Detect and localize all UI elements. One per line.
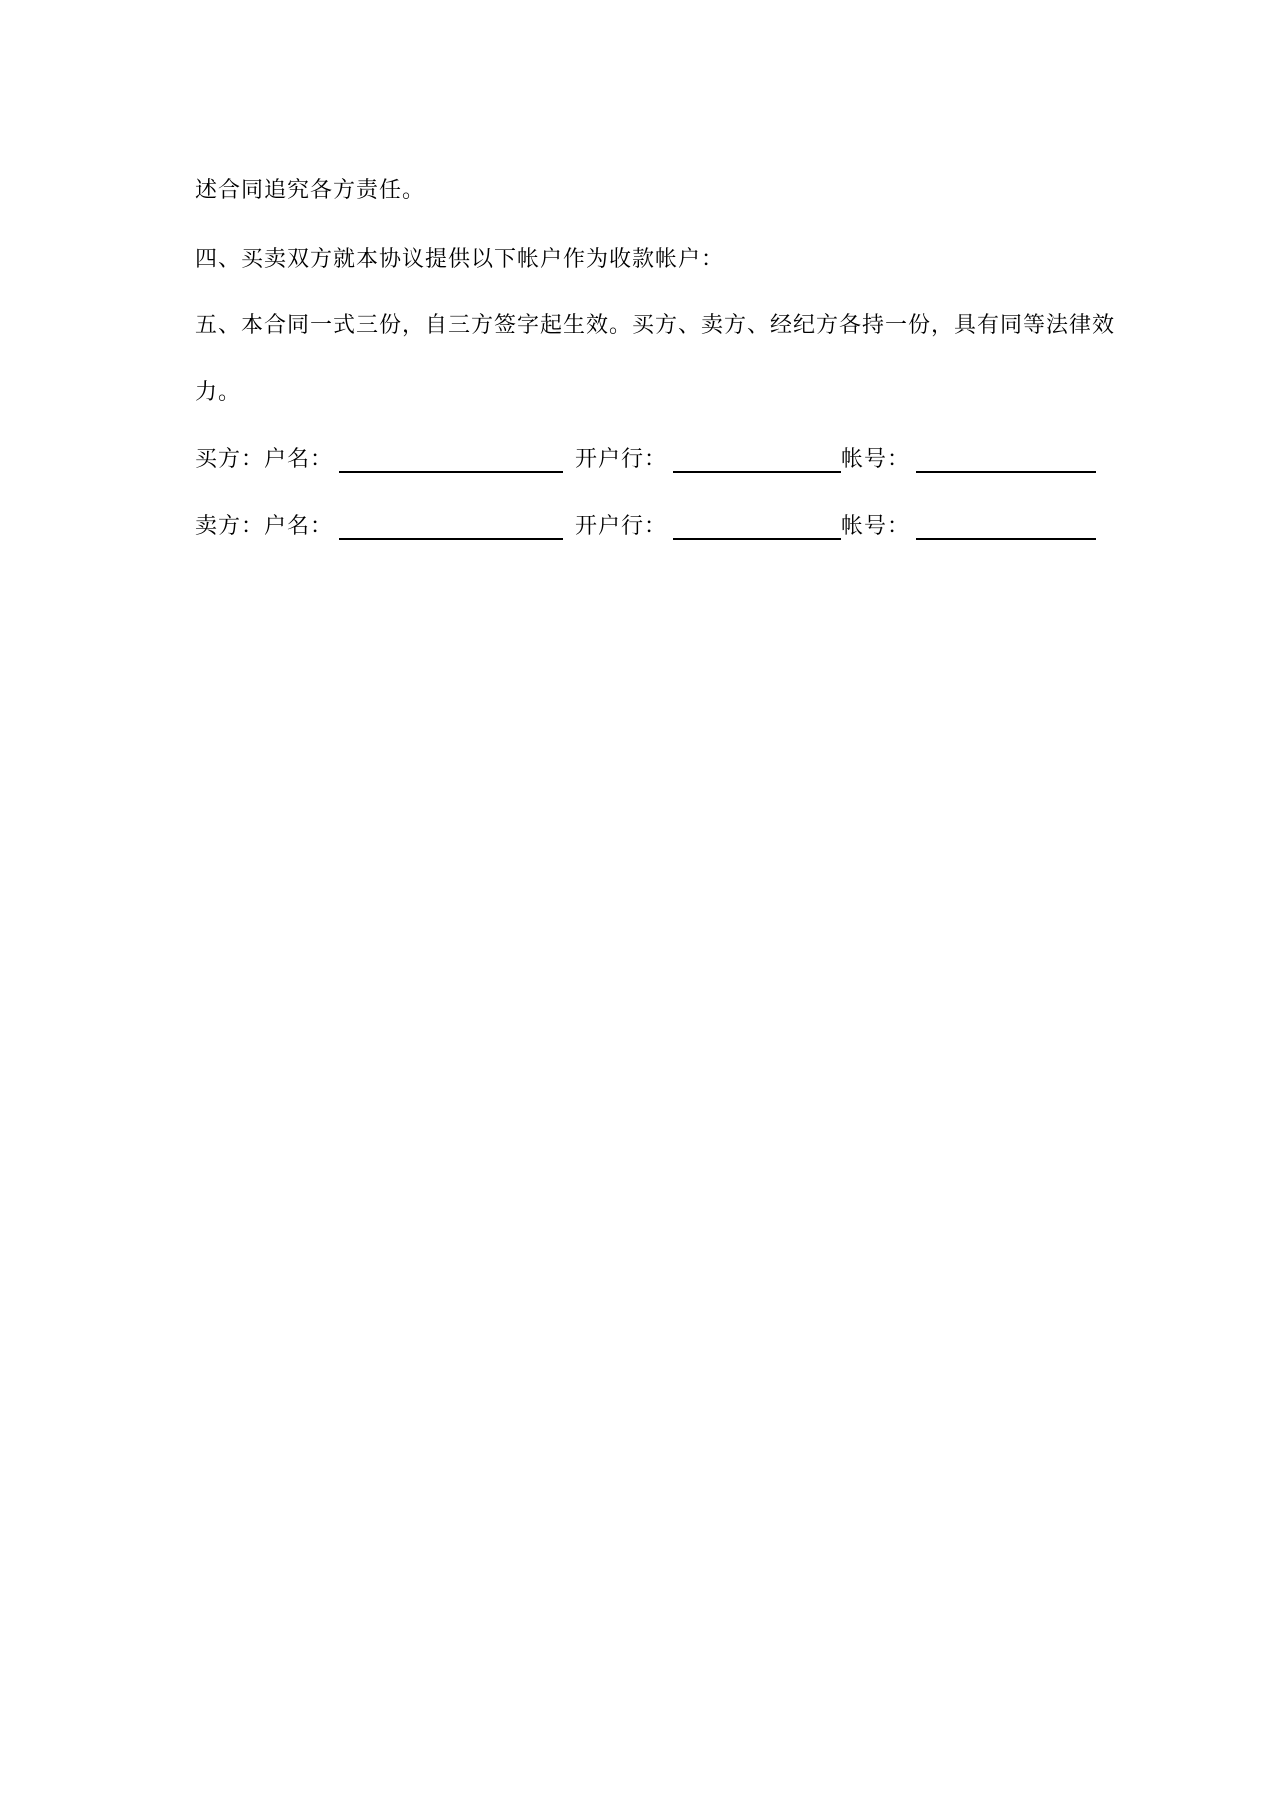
buyer-name-label: 户名： — [264, 447, 334, 472]
seller-party-label: 卖方： — [195, 514, 265, 539]
clause-five-line-2: 力。 — [195, 380, 242, 405]
seller-account-blank[interactable] — [916, 514, 1096, 540]
seller-account-label: 帐号： — [841, 514, 911, 539]
buyer-account-blank[interactable] — [916, 447, 1096, 473]
buyer-party-label: 买方： — [195, 447, 265, 472]
buyer-account-label: 帐号： — [841, 447, 911, 472]
seller-name-blank[interactable] — [339, 514, 563, 540]
buyer-name-blank[interactable] — [339, 447, 563, 473]
seller-account-row — [195, 512, 1096, 542]
paragraph-continuation: 述合同追究各方责任。 — [195, 178, 426, 203]
seller-bank-label: 开户行： — [575, 514, 668, 539]
clause-four: 四、买卖双方就本协议提供以下帐户作为收款帐户： — [195, 247, 725, 272]
clause-five-line-1: 五、本合同一式三份，自三方签字起生效。买方、卖方、经纪方各持一份，具有同等法律效 — [195, 313, 1116, 338]
buyer-account-row — [195, 445, 1096, 475]
seller-name-label: 户名： — [264, 514, 334, 539]
buyer-bank-label: 开户行： — [575, 447, 668, 472]
buyer-bank-blank[interactable] — [673, 447, 841, 473]
seller-bank-blank[interactable] — [673, 514, 841, 540]
